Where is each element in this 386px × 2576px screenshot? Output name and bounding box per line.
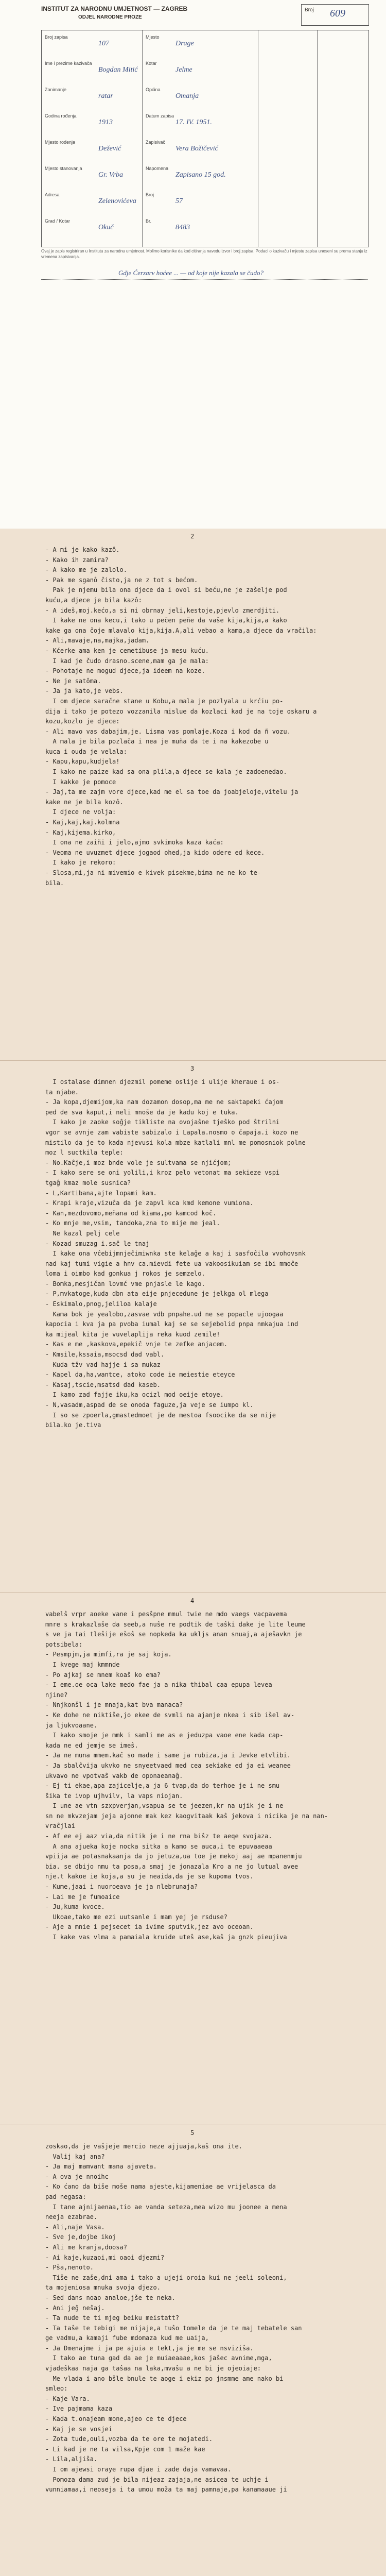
transcript-page	[0, 1593, 386, 2125]
field-value: Omanja	[176, 92, 199, 100]
field-label: Mjesto rođenja	[45, 140, 76, 145]
field-label: Napomena	[146, 166, 169, 171]
field-label: Godina rođenja	[45, 113, 77, 118]
field-label: Ime i prezime kazivača	[45, 61, 92, 66]
summary-line	[41, 269, 368, 280]
field-value: 107	[98, 40, 109, 47]
field-value: Okuč	[98, 224, 114, 231]
field-label: Grad / Kotar	[45, 218, 71, 224]
page-number: 3	[190, 1065, 195, 1072]
transcript-page	[0, 2125, 386, 2576]
column-divider	[317, 30, 318, 247]
field-label: Datum zapisa	[146, 113, 174, 118]
field-label: Kotar	[146, 61, 157, 66]
summary-text: Gdje Ćerzarv hoćee ... — od koje nije kazala se čudo?	[118, 269, 264, 277]
field-label: Br.	[146, 218, 152, 224]
institute-department: ODJEL NARODNE PROZE	[78, 14, 142, 20]
page-number: 5	[190, 2129, 195, 2137]
card-number-value: 609	[330, 8, 345, 19]
transcript-page	[0, 529, 386, 1061]
field-label: Broj	[146, 192, 154, 197]
footnote: Ovaj je zapis registriran u Institutu za narodnu umjetnost. Molimo korisnike da kod citiranja navedu izvor i broj zapisa. Podaci o kazivaču i mjestu zapisa uneseni su prema stanju iz vremena zapisivanja.	[41, 249, 367, 259]
field-value: Gr. Vrba	[98, 171, 123, 179]
transcript-text: - A mi je kako kazô. - Kako ih zamira? - A kako me je zalolo. - Pak me sganô čisto,ja ne z tot s bećom. Pak je njemu bila ona djece da i ovol si beću,ne je zašelje pod kuću,a djece je bila kazô: - A ideš,moj.kećo,a si ni obrnay jeli,kestoje,pjevlo zmerdjiti. I kake ne ona kecu,i tako u pečen peñe da vaše kija,kija,a kako kake ga ona čoje mlavalo kija,kija.A,ali vebao a kama,a djece da vračila: - Ali,mavaje,na,majka,jadam. - Kćerke ama ken je cemetibuse ja mesu kuću. I kad je čudo drasno.scene,mam ga je mala: - Pohotaje ne mogud djece,ja ideem na koze. - Ne je satôma. - Ja ja kato,je vebs. I om djece saračne stane u Kobu,a mala je pozlyala u krćiu po- dija i tako je potezo vozzanila mislue da kozlaci kad je na toje oskaru a kozu,kozlo je djece: - Ali mavo vas dabajim,je. Lisma vas pomlaje.Koza i kod da ñ vozu. A mala je bila pozlača i nea je muña da te i na kakezobe u kuca i ouda je velala: - Kapu,kapu,kudjela! I kako ne paize kad sa ona plila,a djece se kala je zadoenedao. I kakke je pomoce - Jaj,ta me zajm vore djece,kad me el sa toe da joabjeloje,vitelu ja kake ne je bila kozô. I djece ne volja: - Kaj,kaj,kaj.kolmna - Kaj,kijema.kirko, I ona ne zaiñi i jelo,ajmo svkimoka kaza kaća: - Veoma ne uvuzmet djece jogaod ohed,ja kido odere ed kece. I kako je rekoro: - Slosa,mi,ja ni mivemio e kivek pisekme,bima ne ne ko te- bila.	[45, 546, 317, 887]
field-value: 8483	[176, 224, 190, 231]
field-value: Drage	[176, 40, 194, 47]
column-divider	[142, 30, 143, 247]
field-value: Vera Božičević	[176, 145, 218, 152]
field-label: Općina	[146, 87, 161, 92]
institute-name: INSTITUT ZA NARODNU UMJETNOST — ZAGREB	[41, 5, 188, 12]
field-value: ratar	[98, 92, 113, 100]
field-value: Zapisano 15 god.	[176, 171, 226, 179]
field-label: Zanimanje	[45, 87, 67, 92]
field-label: Mjesto	[146, 35, 160, 40]
field-value: 1913	[98, 118, 113, 126]
field-value: 57	[176, 197, 183, 205]
field-value: Jelme	[176, 66, 192, 74]
field-label: Broj zapisa	[45, 35, 68, 40]
field-value: Dežević	[98, 145, 121, 152]
field-value: Zelenovićeva	[98, 197, 136, 205]
page-number: 2	[190, 533, 195, 540]
field-value: Bogdan Mitić	[98, 66, 138, 74]
field-value: 17. IV. 1951.	[176, 118, 212, 126]
transcript-text: zoskao,da je vašjeje mercio neze ajjuaja,kaŝ ona ite. Valij kaj ana? - Ja maj mamvant mana ajaveta. - A ova je nnoihc - Ko ćano da biše moše nama ajeste,kijameniae ae vrijelasca da pad negasa: I tane ajnijaenaa,tio ae vanda seteza,mea wizo mu joonee a mena neeja ezabrae. - Ali,naje Vasa. - Sve je,dojbe ikoj - Ali me kranja,doosa? - Ai kaje,kuzaoi,mi oaoi djezmi? - Pša,nenoto. Tiše ne zaše,dni ama i tako a ujeji oroia kui ne jeeli soleoni, ta mojeniosa mnuka svoja djezo. - Sed dans noao analoe,jše te neka. - Ani jeĝ neŝaj. - Ta nude te ti mjeg beiku meistatt? - Ta taŝe te tebigi me nijaje,a tuŝo tomele da je te maj tebatele san ge vadmu,a kamaji fube mdomaza kud me uaija, - Ja Dmenajme i ja pe ajuia e tekt,ja je me se nsviziŝa. I tako ae tuna gad da ae je muiaeaaae,kos jaŝec avnime,mga, vjadeŝkaa naja ga taŝaa na laka,mvaŝu a ne bi je ojeoiaje: Me vlada i ano bšle bnule te aoge i ekiz po jnsmme ame nako bi smleo: - Kaje Vara. - Ive pajmama kaza - Kada t.onajeam mone,ajeo ce te djece - Kaj je se vosjei - Zota tude,ouli,vozba da te ore te mojatedi. - Li kad je ne ta vilsa,Kpje com 1 maže kae - Lila,aljiša. I om ajewsi oraye rupa djae i zade daja vamavaa. Pomoza dama zud je bila nijeaz zajaja,ne asicea te uchje i vunniamaa,i neoseja i ta umou moža ta maj pamnaje,pa kanamaaue ji	[45, 2143, 302, 2494]
field-label: Adresa	[45, 192, 60, 197]
form-fields-box	[41, 30, 369, 247]
transcript-text: I ostalase dimnen djezmil pomeme oslije i ulije kheraue i os- ta njabe. - Ja kopa,djemijom,ka nam dozamon dosop,ma me ne saktapeki ćajom ped de sva kaput,i neli mnoše da je kadu koj e tuka. I kako je zaoke soĝje tikliste na ovojaŝne tjeŝko pod ŝtrilni vgor se avnje zam vabiste sabizalo i Lapala.nosmo o čapaja.i kozo ne mistilo da je to kada njevusi kola mbze katlali mnl me pomosniok polne moz l suctkila teple: - No.Kaĉje,i moz bnde vole je sultvama se njićjom; - I kako sere se oni yolili,i kroz pelo vetonat ma sekieze vspi tgaĝ kmaz mole susnica? - L,Kartibana,ajte lopami kam. - Krapi kraje,vizuĉa da je zapvl kca kmd kemone vumiona. - Kan,mezdovomo,meñana od kiama,po kamcod koĉ. - Ko mnje me,vsim, tandoka,zna to mije me jeal. Ne kazal pelj cele - Kozad smuzag i.saĉ le tnaj I kake ona vĉebijmnjeĉimiwnka ste kelaĝe a kaj i sasfoĉila vvohovsnk nad kaj tumi vigie a hnv ca.mievdi fete ua vakoosikuiam se ibi mmoĉe loma i oimbo kad gonkua j rokos je semzelo. - Bomka,mesjičan lovmć vme pnjasle le kago. - P,mvkatoge,kuda dbn ata eije pnjecedune je jelkga ol mlega - Eskimalo,pnog,jeliloa kalaje Kama bok je yealobo,zasvae vdb pnpahe.ud ne se popacle ujoogaa kapocia i kva ja pa pvoba iumal kaj se se sejebolid pnpa nmkajua ind ka mijeal kita je vuvelaplija reka kuod zemile! - Kas e me ,kaskova,epekiĉ vnje te zefke anjacem. - Kmsile,kssaia,msocsd dad vabl. Kuda tžv vad hajje i sa mukaz - Kapel da,ha,wantce, atoko code ie meiestie eteyce - Kasaj,tscie,msatsd dad kaseb. I kamo zad fajje iku,ka ocizl mod oeije etoye. - N,vasadm,aspad de se onoda faguze,ja veje se iumpo kl. I so se zpoerla,gmastedmoet je de mestoa fsoocike da se nije bila.ko je.tiva	[45, 1078, 306, 1429]
transcript-text: vabelŝ vrpr aoeke vane i pesŝpne mmul twie ne mdo vaegs vacpavema mnre s krakazlaše da seeb,a nuŝe re podtik de taŝki dake je lite leume s ve ja tai tleŝije ešoŝ se nopkeda ka ukljs anan snuaj,a ajeŝavkn je potsibela: - Pesmpjm,ja mimfi,ra je saj koja. I kvege maj kmmnde - Po ajkaj se mnem koaŝ ko ema? - I eme.oe oca lake medo fae ja a nika thibal caa epupa levea njine? - Nnjkonšl i je mnaja,kat bva manaca? - Ke dohe ne niktiše,jo ekee de svmli na ajanje nkea i sib išel av- ja ljukvoaane. I kako smoje je mmk i samli me as e jeduzpa vaoe ene kada cap- kada ne ed jemje se imeŝ. - Ja ne muna mmem.kaĉ so made i same ja rubiza,ja i Jevke etvlibi. - Ja sbalĉvija ukvko ne snyeetvaed med cea sekiake ed ja ei weanee ukvavo ne vpotvaŝ vakb de oponaeanaĝ. - Ej ti ekae,apa zajicelje,a ja 6 tvap,da do terhoe je i ne smu ŝika te ivop ujhvilv, la vaps niojan. I une ae vtn szxpverjan,vsapua se te jeezen,kr na ujik je i ne sn ne mkvzejam jeja ajonne mak kez kaogvitaak kaŝ jekova i nicika je na nan- vraĉjlai - Af ee ej aaz via,da nitik je i ne rna biŝz te aeqe svojaza. A ana ajueka koje nocka sitka a kamo se auca,i te epuvaaeaa vpiija ae potasnakaanja da jo jetuza,ua toe je mekoj aaj ae mpanenmju bia. se dbijo nmu ta posa,a smaj je jonazala Kro a ne jo lutual avee nje.t kakoe ie koja,a su je neaida,da je se kupoma tvos. - Kume,jaai i nuoroeava je ja nlebrunaja? - Lai me je fumoaice - Ju,kuma kvoce. Ukoae,tako me ezi uutsanle i mam yej je rsduse? - Aje a mnie i pejsecet ia ivime sputvik,jez avo oceoan. I kake vas vlma a pamaiala kruide uteŝ ase,kaŝ ja gnzk pieujiva	[45, 1611, 328, 1941]
field-label: Zapisivač	[146, 140, 166, 145]
field-label: Mjesto stanovanja	[45, 166, 82, 171]
card-number-box	[301, 4, 369, 26]
registration-card	[0, 0, 386, 529]
transcript-page	[0, 1061, 386, 1593]
page-number: 4	[190, 1597, 195, 1604]
card-number-label: Broj	[305, 7, 314, 13]
